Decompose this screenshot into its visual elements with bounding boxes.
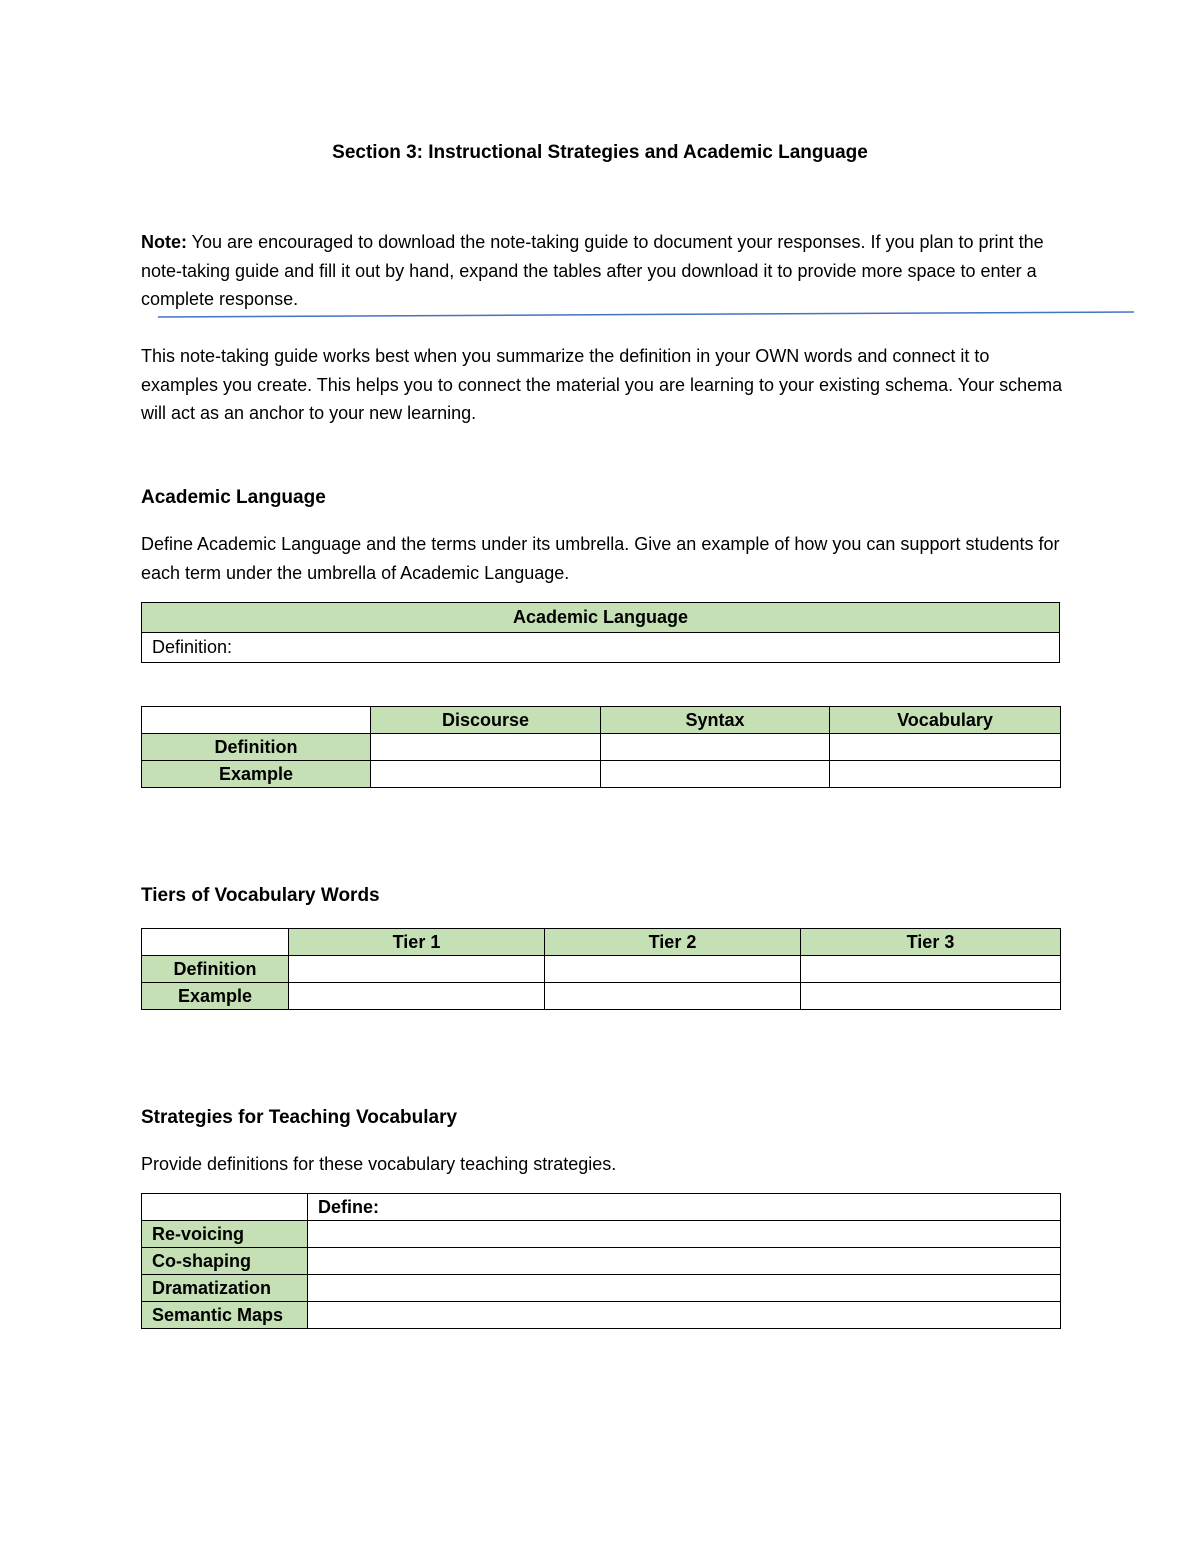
- strategies-heading: Strategies for Teaching Vocabulary: [141, 1107, 458, 1128]
- column-header-syntax: Syntax: [601, 707, 830, 734]
- strategies-table: [141, 1193, 1061, 1329]
- empty-corner-cell: [142, 707, 371, 734]
- tiers-table: [141, 928, 1061, 1010]
- discourse-definition-cell[interactable]: [371, 734, 601, 761]
- column-header-vocabulary: Vocabulary: [830, 707, 1061, 734]
- empty-corner-cell: [142, 1194, 308, 1221]
- academic-language-heading: Academic Language: [141, 487, 326, 508]
- strategies-instructions: Provide definitions for these vocabulary teaching strategies.: [141, 1154, 617, 1174]
- syntax-example-cell[interactable]: [601, 761, 830, 788]
- column-header-tier-2: Tier 2: [545, 929, 801, 956]
- tier-1-definition-cell[interactable]: [289, 956, 545, 983]
- column-header-tier-1: Tier 1: [289, 929, 545, 956]
- tier-2-definition-cell[interactable]: [545, 956, 801, 983]
- re-voicing-definition-cell[interactable]: [308, 1221, 1061, 1248]
- tier-3-example-cell[interactable]: [801, 983, 1061, 1010]
- intro-paragraph: This note-taking guide works best when you summarize the definition in your OWN words and connect it to examples you create. This helps you to connect the material you are learning to your existing schema. Your schema will act as an anchor to your new learning.: [141, 346, 1063, 423]
- note-paragraph: [141, 228, 1071, 314]
- syntax-definition-cell[interactable]: [601, 734, 830, 761]
- academic-language-table-header: Academic Language: [142, 603, 1060, 633]
- dramatization-definition-cell[interactable]: [308, 1275, 1061, 1302]
- row-header-definition: Definition: [142, 956, 289, 983]
- co-shaping-definition-cell[interactable]: [308, 1248, 1061, 1275]
- note-label: Note:: [141, 232, 187, 252]
- empty-corner-cell: [142, 929, 289, 956]
- column-header-discourse: Discourse: [371, 707, 601, 734]
- row-header-example: Example: [142, 983, 289, 1010]
- tier-2-example-cell[interactable]: [545, 983, 801, 1010]
- page-title: Section 3: Instructional Strategies and Academic Language: [332, 142, 868, 163]
- row-header-dramatization: Dramatization: [142, 1275, 308, 1302]
- discourse-example-cell[interactable]: [371, 761, 601, 788]
- academic-language-instructions: Define Academic Language and the terms under its umbrella. Give an example of how you can support students for each term under the umbrella of Academic Language.: [141, 534, 1060, 583]
- vocabulary-definition-cell[interactable]: [830, 734, 1061, 761]
- row-header-example: Example: [142, 761, 371, 788]
- tier-1-example-cell[interactable]: [289, 983, 545, 1010]
- academic-language-terms-table: [141, 706, 1061, 788]
- row-header-re-voicing: Re-voicing: [142, 1221, 308, 1248]
- column-header-tier-3: Tier 3: [801, 929, 1061, 956]
- row-header-co-shaping: Co-shaping: [142, 1248, 308, 1275]
- semantic-maps-definition-cell[interactable]: [308, 1302, 1061, 1329]
- tiers-heading: Tiers of Vocabulary Words: [141, 885, 380, 906]
- definition-input-cell[interactable]: Definition:: [142, 633, 1060, 663]
- column-header-define: Define:: [308, 1194, 1061, 1221]
- row-header-definition: Definition: [142, 734, 371, 761]
- note-text: You are encouraged to download the note-taking guide to document your responses. If you plan to print the note-taking guide and fill it out by hand, expand the tables after you download it to provide more space to enter a complete response.: [141, 232, 1044, 309]
- tier-3-definition-cell[interactable]: [801, 956, 1061, 983]
- row-header-semantic-maps: Semantic Maps: [142, 1302, 308, 1329]
- academic-language-definition-table: [141, 602, 1060, 663]
- vocabulary-example-cell[interactable]: [830, 761, 1061, 788]
